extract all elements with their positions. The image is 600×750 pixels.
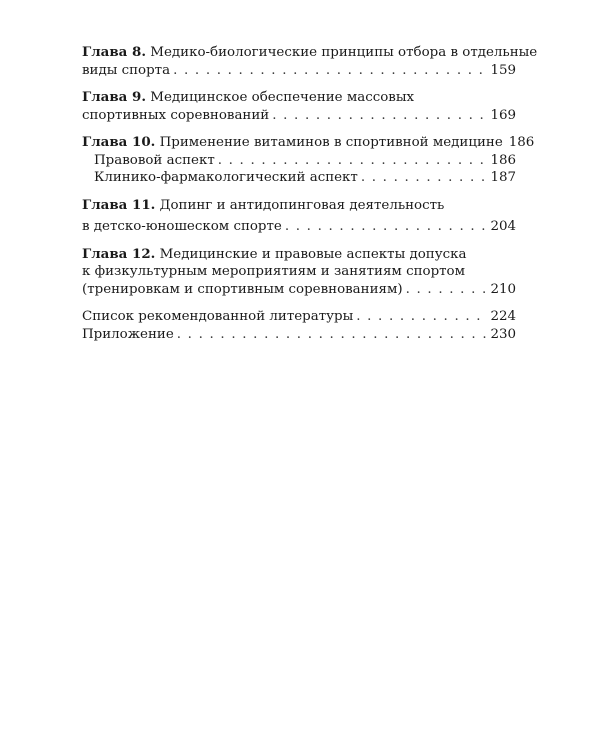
chapter-title: Медицинские и правовые аспекты допуска xyxy=(159,246,467,262)
page-number: 186 xyxy=(508,135,535,150)
chapter-label: Глава 10. xyxy=(82,134,156,150)
chapter-title-continued: в детско-юношеском спорте xyxy=(82,219,282,234)
toc-entry-chapter-9[interactable] xyxy=(82,89,516,124)
toc-entry-chapter-11[interactable] xyxy=(82,197,516,236)
chapter-label: Глава 9. xyxy=(82,89,146,105)
toc-subentry-legal-aspect[interactable] xyxy=(82,152,516,170)
page-number: 159 xyxy=(490,62,516,78)
chapter-title-continued: виды спорта xyxy=(82,62,171,78)
subsection-title: Клинико-фармакологический аспект xyxy=(94,170,358,185)
dot-leader xyxy=(272,107,487,125)
dot-leader xyxy=(177,326,488,344)
table-of-contents xyxy=(82,44,538,353)
chapter-label: Глава 11. xyxy=(82,196,156,213)
toc-entry-chapter-10[interactable] xyxy=(82,134,535,187)
chapter-title-continued: (тренировкам и спортивным соревнованиям) xyxy=(82,281,403,297)
toc-entry-chapter-12[interactable] xyxy=(82,246,516,299)
toc-entry-appendix[interactable] xyxy=(82,326,516,344)
chapter-title-continued: к физкультурным мероприятиям и занятиям спортом xyxy=(82,264,466,279)
chapter-title: Медицинское обеспечение массовых xyxy=(150,90,415,105)
page-number: 230 xyxy=(490,326,516,342)
page-number: 210 xyxy=(490,281,516,297)
dot-leader xyxy=(356,308,487,326)
chapter-title: Применение витаминов в спортивной медицине xyxy=(159,135,503,150)
chapter-title: Медико-биологические принципы отбора в отдельные xyxy=(150,45,538,60)
chapter-title: Допинг и антидопинговая деятельность xyxy=(159,197,445,213)
chapter-title-continued: спортивных соревнований xyxy=(82,107,270,123)
page-number: 224 xyxy=(490,309,516,324)
section-title: Приложение xyxy=(82,326,174,342)
subsection-title: Правовой аспект xyxy=(94,152,215,168)
dot-leader xyxy=(218,152,488,170)
dot-leader xyxy=(361,169,488,187)
dot-leader xyxy=(285,218,488,236)
section-title: Список рекомендованной литературы xyxy=(82,309,354,324)
page-number: 204 xyxy=(490,219,516,234)
toc-subentry-clinical-aspect[interactable] xyxy=(82,169,516,187)
page-number: 186 xyxy=(490,152,516,168)
chapter-label: Глава 8. xyxy=(82,44,146,60)
page-number: 187 xyxy=(490,170,516,185)
toc-entry-chapter-8[interactable] xyxy=(82,44,538,79)
dot-leader xyxy=(406,281,488,299)
chapter-label: Глава 12. xyxy=(82,245,156,262)
page-number: 169 xyxy=(490,107,516,123)
toc-entry-references[interactable] xyxy=(82,308,516,326)
dot-leader xyxy=(173,62,487,80)
